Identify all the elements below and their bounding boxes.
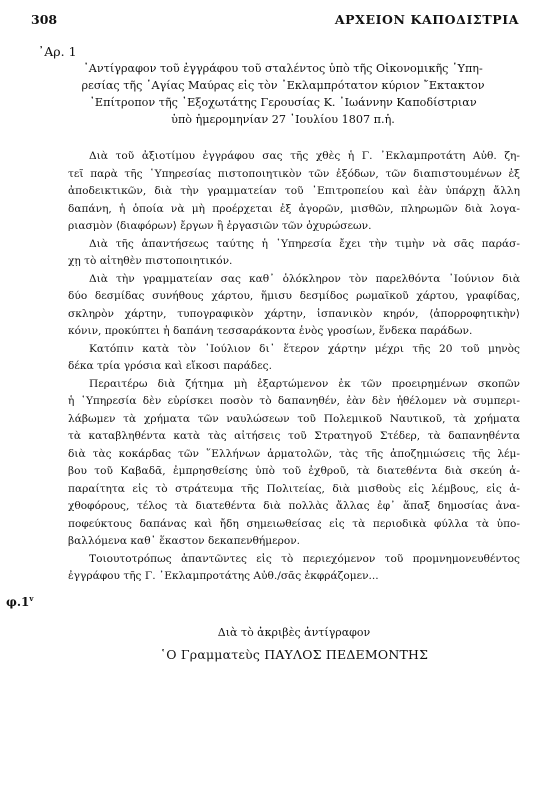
document-body bbox=[68, 148, 520, 586]
heading-line: ὑπὸ ἡμερομηνίαν 27 ᾿Ιουλίου 1807 π.ἡ. bbox=[171, 113, 395, 126]
body-line: ἡ ῾Υπηρεσία δὲν εὑρίσκει ποσὸν τὸ δαπανηθέν, ἐὰν δὲν ἠθέλομεν νὰ συμπερι- bbox=[68, 395, 520, 407]
body-line: Τοιουτοτρόπως ἀπαντῶντες εἰς τὸ περιεχόμενον τοῦ προμνημονευθέντος bbox=[89, 552, 520, 565]
body-line: Διὰ τοῦ ἀξιοτίμου ἐγγράφου σας τῆς χθὲς ἡ Γ. ᾿Εκλαμπροτάτη Αὐθ. ζη- bbox=[89, 150, 520, 162]
page-header bbox=[31, 12, 519, 30]
folio-marker bbox=[6, 594, 33, 609]
folio-side: v bbox=[29, 594, 34, 603]
body-line: παραίτητα εἰς τὸ στράτευμα τῆς Πολιτείας, διὰ μισθοὺς εἰς λέμβους, εἰς ἀ- bbox=[68, 482, 520, 495]
body-line: διὰ τὰς κοκάρδας τῶν ῞Ελλήνων ἁρματολῶν, τὰς τῆς ἀποζημιώσεις τῆς λέμ- bbox=[68, 447, 520, 460]
heading-line: ᾿Επίτροπον τῆς ᾿Εξοχωτάτης Γερουσίας Κ. ᾿Ιωάννην Καποδίστριαν bbox=[89, 96, 477, 109]
body-line: ἀποδεικτικῶν, διὰ τὴν γραμματείαν τοῦ ᾿Επιτροπείου καὶ ἐὰν ὑπάρχῃ ἄλλη bbox=[68, 185, 520, 197]
body-line: ἐγγράφου τῆς Γ. ᾿Εκλαμπροτάτης Αὐθ./σᾶς ἐκφράζομεν... bbox=[68, 570, 379, 582]
body-line: δαπάνη, ἡ ὁποία νὰ μὴ προέρχεται ἐξ ἀγορῶν, μισθῶν, πληρωμῶν διὰ λογα- bbox=[68, 202, 520, 215]
page-number: 308 bbox=[31, 12, 58, 27]
body-line: ριασμὸν ⟨διαφόρων⟩ ἔργων ἢ ἐργασιῶν τῶν ὀχυρώσεων. bbox=[68, 220, 372, 232]
closing-block bbox=[68, 622, 520, 666]
document-heading bbox=[78, 60, 488, 128]
heading-line: ρεσίας τῆς ῾Αγίας Μαύρας εἰς τὸν ᾿Εκλαμπρότατον κύριον ῎Εκτακτον bbox=[81, 79, 485, 92]
body-line: τὰ καταβληθέντα κατὰ τὰς αἰτήσεις τοῦ Στρατηγοῦ Στέδερ, τὰ δαπανηθέντα bbox=[68, 430, 520, 442]
body-line: βαλλόμενα καθ᾿ ἕκαστον δεκαπενθήμερον. bbox=[68, 535, 301, 547]
signature-line: ῾Ο Γραμματεὺς ΠΑΥΛΟΣ ΠΕΔΕΜΟΝΤΗΣ bbox=[159, 647, 429, 662]
body-line: ποφεύκτους δαπάνας καὶ ἤδη σημειωθείσας εἰς τὰ περιοδικὰ φύλλα τὰ ὑπο- bbox=[68, 517, 520, 530]
body-line: σκληρὸν χάρτην, τυπογραφικὸν χάρτην, ἱσπανικὸν κηρόν, ⟨ἀπορροφητικὴν⟩ bbox=[68, 307, 520, 320]
body-line: χθοφόρους, τέλος τὰ διατεθέντα διὰ πολλὰς ἄλλας ἐφ᾿ ἅπαξ δημοσίας ἀνα- bbox=[68, 500, 520, 512]
body-line: βου τοῦ Καβαδᾶ, ἐμπρησθείσης ὑπὸ τοῦ ἐχθροῦ, τὰ διατεθέντα διὰ σκεύη ἀ- bbox=[68, 465, 520, 477]
body-line: λάβωμεν τὰ χρήματα τῶν ναυλώσεων τοῦ Πολεμικοῦ Ναυτικοῦ, τὰ χρήματα bbox=[68, 412, 520, 425]
body-line: χῃ τὸ αἰτηθὲν πιστοποιητικόν. bbox=[68, 255, 233, 267]
body-line: Διὰ τὴν γραμματείαν σας καθ᾿ ὁλόκληρον τὸν παρελθόντα ᾿Ιούνιον διὰ bbox=[89, 272, 520, 285]
body-line: Κατόπιν κατὰ τὸν ᾿Ιούλιον δι᾿ ἕτερον χάρτην μέχρι τῆς 20 τοῦ μηνὸς bbox=[89, 342, 520, 355]
body-line: Περαιτέρω διὰ ζήτημα μὴ ἐξαρτώμενον ἐκ τῶν προειρημένων σκοπῶν bbox=[89, 377, 520, 390]
body-line: δέκα τρία γρόσια καὶ εἴκοσι παράδες. bbox=[68, 360, 272, 372]
body-line: δύο δεσμίδας συνήθους χάρτου, ἥμισυ δεσμίδος ρωμαϊκοῦ χάρτου, γραφίδας, bbox=[68, 290, 520, 302]
body-line: Διὰ τῆς ἀπαντήσεως ταύτης ἡ ῾Υπηρεσία ἔχει τὴν τιμὴν νὰ σᾶς παράσ- bbox=[89, 237, 520, 250]
heading-line: ᾿Αντίγραφον τοῦ ἐγγράφου τοῦ σταλέντος ὑπὸ τῆς Οἰκονομικῆς ῾Υπη- bbox=[83, 62, 483, 75]
body-line: τεῖ παρὰ τῆς ῾Υπηρεσίας πιστοποιητικὸν τῶν ἐξόδων, τῶν διαπιστουμένων ἐξ bbox=[68, 167, 520, 180]
certification-line: Διὰ τὸ ἀκριβὲς ἀντίγραφον bbox=[217, 626, 371, 639]
folio-label: φ.1 bbox=[6, 595, 30, 609]
body-line: κόνιν, προκύπτει ἡ δαπάνη τεσσαράκοντα ἑνὸς γροσίων, ἕνδεκα παράδων. bbox=[68, 325, 473, 337]
running-head: ΑΡΧΕΙΟΝ ΚΑΠΟΔΙΣΤΡΙΑ bbox=[334, 12, 519, 27]
document-number: ᾿Αρ. 1 bbox=[38, 44, 77, 59]
